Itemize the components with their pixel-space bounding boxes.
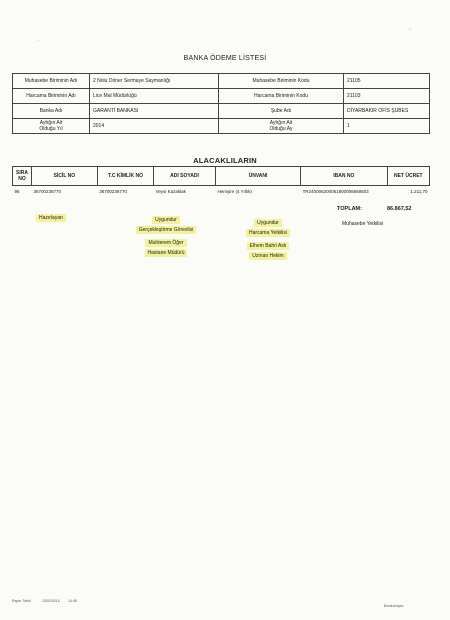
header-unvan: ÜNVANI [215,167,300,186]
value-harcama-adi: Lice Mal Müdürlüğü [90,89,219,104]
label-yil [13,119,90,134]
label-sube-adi: Şube Adı [219,104,344,119]
header-tc: T.C KİMLİK NO [97,167,153,186]
info-row [13,104,430,119]
section-title: ALACAKLILARIN [193,156,257,165]
info-row [13,89,430,104]
scan-mark: · [38,38,40,44]
info-row [13,74,430,89]
label-harcama-kodu: Harcama Biriminin Kodu [219,89,344,104]
info-table [12,73,430,134]
info-row [13,119,430,134]
header-iban: IBAN NO [301,167,388,186]
label-ay [219,119,344,134]
cell-sira: 96 [14,188,20,194]
signature-hazirlayan [36,215,66,221]
signature-block-1 [118,215,214,258]
value-sube-adi: DİYARBAKIR OFİS ŞUBES [344,104,430,119]
document-title: BANKA ÖDEME LİSTESİ [183,55,267,62]
signature-role-1: Hastane Müdürü [145,249,188,257]
scan-mark: ·: [408,27,412,33]
total-value: 86.867,52 [387,206,412,212]
cell-tc: 36700236770 [99,188,127,194]
footer-report-time: 14:48 [68,599,77,603]
header-sicil: SİCİL NO [31,167,97,186]
table-row [13,186,430,197]
payees-table [12,166,430,196]
header-ad: ADI SOYADI [154,167,216,186]
cell-ad: Veysi Kazaklak [155,188,186,194]
footer-report-label: Rapor Tarihi [12,599,31,603]
label-banka-adi: Banka Adı [13,104,90,119]
signature-name-1: Muhterem Öğer [145,239,186,247]
signature-block-2 [220,218,316,261]
value-muhasebe-adi: 2 Nolu Döner Sermaye Saymanlığı [90,74,219,89]
footer-report-date: 13/02/2014 [42,599,60,603]
signature-gorevli: Gerçekleştirme Görevlisi [136,226,196,234]
signature-yetkili: Harcama Yetkilisi [246,229,290,237]
header-sira-line2: NO [18,176,26,182]
footer-report-name: Bordro/rapor [384,604,404,608]
header-net: NET ÜCRET [387,167,429,186]
signature-uygundur-1: Uygundur [152,216,180,224]
total-label: TOPLAM: [337,206,362,212]
cell-sicil: 36700236770 [33,188,61,194]
signature-name-2: Elhem Bahri Aslı [247,242,290,250]
value-ay: 1 [344,119,430,134]
signature-role-2: Uzman Hekim [249,252,286,260]
table-header-row [13,167,430,186]
label-yil-line2: Olduğu Yıl [39,126,63,132]
signature-hazirlayan-label: Hazırlayan [36,214,66,222]
label-muhasebe-adi: Muhasebe Biriminin Adı [13,74,90,89]
label-yil-line1: Ayhğın Ait [39,120,63,126]
value-banka-adi: GARANTİ BANKASI [90,104,219,119]
value-harcama-kodu: 21103 [344,89,430,104]
header-sira-line1: SIRA [15,170,28,176]
cell-iban: TR340006200051800006668503 [302,188,369,194]
value-muhasebe-kodu: 21105 [344,74,430,89]
signature-uygundur-2: Uygundur [254,219,282,227]
value-yil: 2014 [90,119,219,134]
label-muhasebe-kodu: Muhasebe Biriminin Kodu [219,74,344,89]
label-ay-line2: Olduğu Ay [269,126,293,132]
cell-net: 1.211,70 [410,188,428,194]
signature-muhasebe: Muhasebe Yetkilisi [342,221,384,227]
header-sira [13,167,32,186]
label-ay-line1: Ayhğın Ait [269,120,293,126]
cell-unvan: Hemşire (4 Yıllık) [217,188,252,194]
label-harcama-adi: Harcama Biriminin Adı [13,89,90,104]
